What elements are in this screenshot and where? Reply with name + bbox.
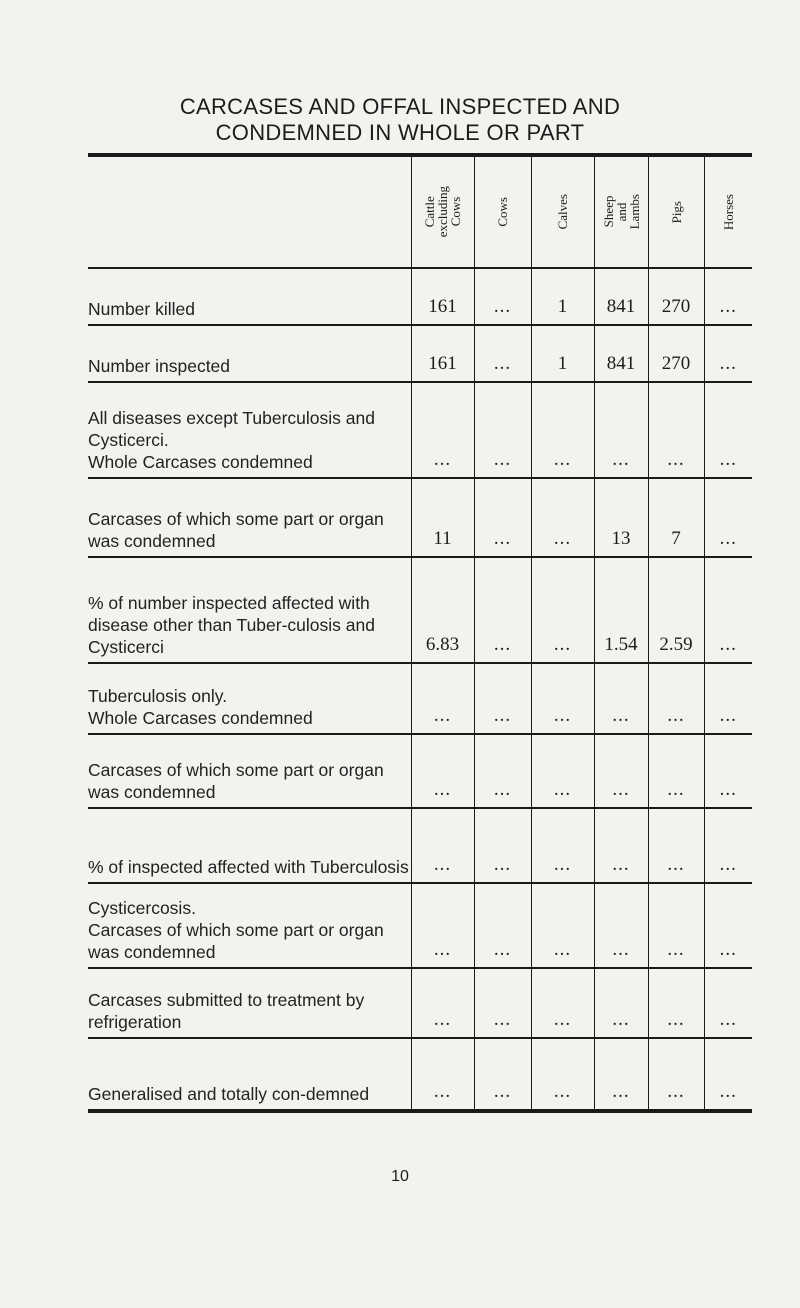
row-label: % of inspected affected with Tuberculosis: [88, 808, 411, 883]
table-cell: ...: [531, 663, 594, 734]
table-cell: ...: [704, 734, 752, 808]
table-row: [88, 663, 752, 734]
table-cell: ...: [474, 663, 531, 734]
table-cell: ...: [704, 808, 752, 883]
table-cell: ...: [648, 382, 704, 478]
page-number: 10: [391, 1168, 409, 1185]
table-cell: ...: [594, 1038, 648, 1111]
column-header-label: Calves: [555, 194, 570, 230]
column-header-label: Horses: [720, 193, 736, 231]
table-cell: ...: [411, 883, 474, 968]
table-cell: ...: [531, 883, 594, 968]
table-cell: ...: [704, 382, 752, 478]
table-row: [88, 808, 752, 883]
table-cell: 7: [648, 478, 704, 557]
table-body: [88, 268, 752, 1111]
table-cell: ...: [474, 268, 531, 325]
table-cell: ...: [704, 478, 752, 557]
table-cell: 270: [648, 325, 704, 382]
table-cell: ...: [704, 883, 752, 968]
row-label: Carcases of which some part or organ was condemned: [88, 478, 411, 557]
row-label: All diseases except Tuberculosis and Cysticerci. Whole Carcases condemned: [88, 382, 411, 478]
title-line-1: CARCASES AND OFFAL INSPECTED AND: [179, 94, 621, 119]
table-row: [88, 1038, 752, 1111]
column-header: [594, 155, 648, 268]
table-cell: ...: [474, 382, 531, 478]
column-header-label: Cows: [495, 197, 510, 227]
table-cell: ...: [704, 1038, 752, 1111]
table-row: [88, 325, 752, 382]
table-row: [88, 883, 752, 968]
table-row: [88, 382, 752, 478]
row-label: Number inspected: [88, 325, 411, 382]
row-label: Generalised and totally con-demned: [88, 1038, 411, 1111]
table-cell: ...: [594, 663, 648, 734]
table-row: [88, 734, 752, 808]
table-cell: 1.54: [594, 557, 648, 663]
table-cell: 841: [594, 268, 648, 325]
table-cell: ...: [531, 478, 594, 557]
column-header-label: Cattle excluding Cows: [422, 186, 463, 238]
table-cell: ...: [411, 1038, 474, 1111]
table-cell: ...: [594, 382, 648, 478]
row-label: % of number inspected affected with disease other than Tuber-culosis and Cysticerci: [88, 557, 411, 663]
table-cell: ...: [594, 734, 648, 808]
table-cell: ...: [594, 968, 648, 1038]
table-cell: ...: [704, 325, 752, 382]
inspection-table: [88, 153, 752, 1113]
header-blank-cell: [88, 155, 411, 268]
page-title: [0, 94, 800, 146]
table-cell: ...: [531, 382, 594, 478]
table-cell: ...: [648, 663, 704, 734]
table-cell: 1: [531, 325, 594, 382]
table-cell: ...: [531, 808, 594, 883]
column-header-label: Sheep and Lambs: [600, 194, 642, 230]
table-cell: ...: [648, 883, 704, 968]
row-label: Cysticercosis. Carcases of which some part or organ was condemned: [88, 883, 411, 968]
table-cell: ...: [704, 268, 752, 325]
row-label: Number killed: [88, 268, 411, 325]
table-cell: 11: [411, 478, 474, 557]
table-cell: ...: [474, 325, 531, 382]
table-row: [88, 557, 752, 663]
table-cell: ...: [411, 382, 474, 478]
table-row: [88, 968, 752, 1038]
column-header: [411, 155, 474, 268]
column-header: [704, 155, 752, 268]
column-header: [474, 155, 531, 268]
table-cell: ...: [531, 1038, 594, 1111]
table-cell: ...: [411, 734, 474, 808]
table-cell: ...: [474, 808, 531, 883]
table-cell: ...: [704, 663, 752, 734]
table-cell: ...: [531, 734, 594, 808]
table-row: [88, 478, 752, 557]
table-cell: 841: [594, 325, 648, 382]
table-cell: ...: [411, 808, 474, 883]
table-cell: ...: [531, 557, 594, 663]
column-header: [531, 155, 594, 268]
table-cell: ...: [594, 808, 648, 883]
table-cell: ...: [648, 968, 704, 1038]
column-header-label: Pigs: [668, 200, 684, 224]
table-cell: ...: [474, 1038, 531, 1111]
table-cell: ...: [474, 478, 531, 557]
table-cell: 13: [594, 478, 648, 557]
row-label: Tuberculosis only. Whole Carcases condemned: [88, 663, 411, 734]
table-cell: ...: [411, 663, 474, 734]
table-cell: ...: [704, 557, 752, 663]
table-row: [88, 268, 752, 325]
table-cell: ...: [648, 1038, 704, 1111]
table-cell: ...: [474, 883, 531, 968]
table-cell: ...: [594, 883, 648, 968]
table-cell: 2.59: [648, 557, 704, 663]
column-header: [648, 155, 704, 268]
table-cell: 161: [411, 268, 474, 325]
title-line-2: CONDEMNED IN WHOLE OR PART: [215, 120, 585, 145]
row-label: Carcases of which some part or organ was condemned: [88, 734, 411, 808]
table-cell: ...: [648, 808, 704, 883]
header-row: [88, 155, 752, 268]
table-cell: 161: [411, 325, 474, 382]
table-cell: ...: [474, 968, 531, 1038]
table-cell: ...: [474, 734, 531, 808]
table-cell: ...: [411, 968, 474, 1038]
table-cell: ...: [704, 968, 752, 1038]
row-label: Carcases submitted to treatment by refrigeration: [88, 968, 411, 1038]
table-cell: ...: [648, 734, 704, 808]
table-cell: 270: [648, 268, 704, 325]
table-cell: ...: [474, 557, 531, 663]
table-cell: 6.83: [411, 557, 474, 663]
table-cell: 1: [531, 268, 594, 325]
table-cell: ...: [531, 968, 594, 1038]
